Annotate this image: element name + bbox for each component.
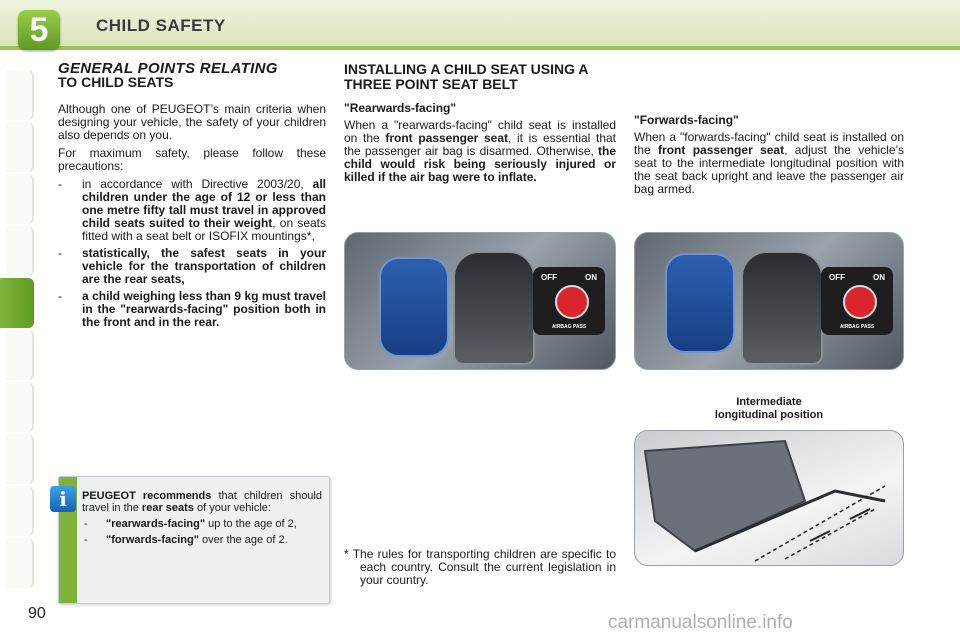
airbag-switch-knob-icon bbox=[555, 285, 589, 319]
seat-position-caption: Intermediate longitudinal position bbox=[714, 396, 824, 421]
airbag-switch-panel: OFF ON AIRBAG PASS bbox=[533, 267, 605, 335]
side-tab[interactable] bbox=[6, 382, 34, 432]
precaution-item: - a child weighing less than 9 kg must travel in the "rearwards-facing" position both in the front and in the rear. bbox=[58, 289, 326, 329]
side-tab[interactable] bbox=[6, 538, 34, 588]
forwards-facing-title: "Forwards-facing" bbox=[634, 113, 739, 127]
side-tab[interactable] bbox=[6, 434, 34, 484]
forwards-facing-text: When a "forwards-facing" child seat is installed on the front passenger seat, adjust the vehicle’s seat to the intermediate longitudinal position with the seat back upright and leave the passenger air bag armed. bbox=[634, 130, 904, 196]
chapter-title: CHILD SAFETY bbox=[96, 16, 226, 35]
general-points-section bbox=[58, 62, 326, 333]
recommendation-item: - "forwards-facing" over the age of 2. bbox=[84, 534, 288, 546]
install-heading: INSTALLING A CHILD SEAT USING A THREE POINT SEAT BELT bbox=[344, 61, 588, 92]
rearwards-facing-text: When a "rearwards-facing" child seat is installed on the front passenger seat, it is essential that the passenger air bag is disarmed. Otherwise, the child would risk being seriously injured or killed if the air bag were to inflate. bbox=[344, 118, 616, 184]
precaution-item: - statistically, the safest seats in your vehicle for the transportation of children are the rear seats, bbox=[58, 246, 326, 286]
side-tab[interactable] bbox=[6, 122, 34, 172]
vehicle-seat-image bbox=[741, 251, 823, 365]
info-icon: i bbox=[50, 486, 76, 512]
side-tab[interactable] bbox=[6, 174, 34, 224]
precaution-item: - in accordance with Directive 2003/20, all children under the age of 12 or less than one metre fifty tall must travel in approved child seats suited to their weight, on seats fitted with a seat belt or ISOFIX mountings*, bbox=[58, 177, 327, 243]
vehicle-seat-image bbox=[453, 251, 535, 365]
seat-rail-diagram-icon bbox=[635, 431, 903, 565]
three-point-belt-section bbox=[344, 62, 616, 189]
airbag-switch-panel: OFF ON AIRBAG PASS bbox=[821, 267, 893, 335]
page-number: 90 bbox=[28, 605, 46, 622]
airbag-switch-knob-icon bbox=[843, 285, 877, 319]
side-tab[interactable] bbox=[6, 70, 34, 120]
forwards-facing-section bbox=[634, 114, 904, 201]
section-subheading: TO CHILD SEATS bbox=[58, 74, 174, 90]
side-tab[interactable] bbox=[6, 486, 34, 536]
side-tab[interactable] bbox=[6, 226, 34, 276]
watermark: carmanualsonline.info bbox=[608, 612, 793, 633]
side-tab[interactable] bbox=[6, 330, 34, 380]
seat-position-illustration bbox=[634, 430, 904, 566]
recommendation-item: - "rearwards-facing" up to the age of 2, bbox=[84, 518, 297, 530]
rearwards-facing-title: "Rearwards-facing" bbox=[344, 101, 457, 115]
side-tab-active[interactable] bbox=[0, 278, 34, 328]
chapter-side-tabs bbox=[0, 70, 34, 590]
section-heading: GENERAL POINTS RELATING bbox=[58, 60, 278, 77]
intro-paragraph: Although one of PEUGEOT’s main criteria when designing your vehicle, the safety of your children also depends on you. bbox=[58, 102, 326, 142]
recommendation-text: PEUGEOT recommends that children should travel in the rear seats of your vehicle: - "rearwards-facing" up to the age of 2, - "forwards-facing" over the age of 2. bbox=[82, 490, 322, 546]
child-seat-image bbox=[379, 257, 449, 357]
rearwards-facing-illustration bbox=[344, 232, 616, 370]
chapter-badge: 5 bbox=[18, 10, 60, 50]
precautions-paragraph: For maximum safety, please follow these precautions: bbox=[58, 146, 326, 173]
child-seat-image bbox=[665, 253, 735, 353]
footnote: * The rules for transporting children are specific to each country. Consult the current legislation in your country. bbox=[344, 547, 616, 587]
header-rule bbox=[0, 46, 960, 50]
forwards-facing-illustration bbox=[634, 232, 904, 370]
